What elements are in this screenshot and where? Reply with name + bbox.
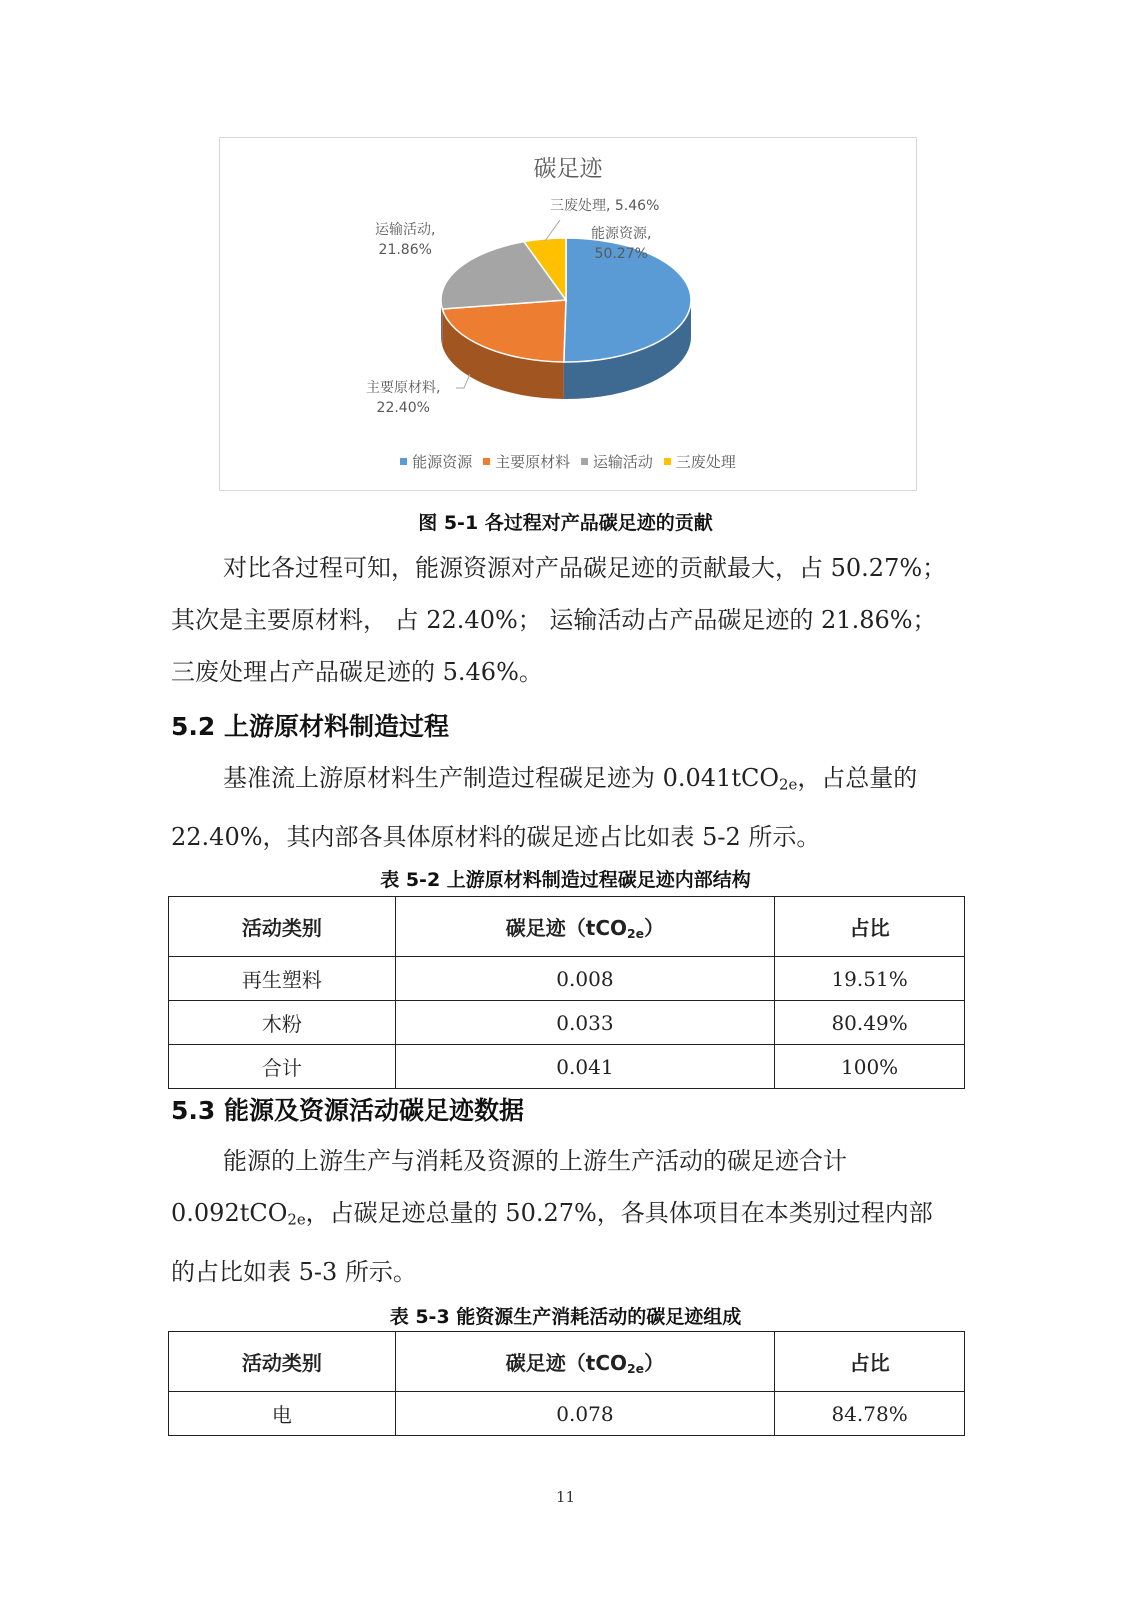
header-text: 碳足迹（tCO — [505, 915, 628, 940]
subscript: 2e — [627, 1361, 645, 1377]
cell-category: 木粉 — [169, 1001, 396, 1045]
page-number: 11 — [555, 1488, 576, 1506]
text-run: ，占碳足迹总量的 50.27%，各具体项目在本类别过程内部 — [305, 1199, 933, 1227]
legend-item-materials — [483, 451, 570, 472]
section-heading-5-2: 5.2 上游原材料制造过程 — [171, 712, 449, 741]
subscript: 2e — [779, 775, 798, 794]
data-label-materials-name: 主要原材料, — [366, 380, 441, 396]
header-category: 活动类别 — [169, 1332, 396, 1392]
header-share: 占比 — [775, 897, 965, 957]
data-label-transport-name: 运输活动, — [375, 222, 436, 238]
legend-label-waste: 三废处理 — [675, 453, 736, 471]
paragraph-line: 22.40%，其内部各具体原材料的碳足迹占比如表 5-2 所示。 — [171, 822, 821, 851]
cell-share: 84.78% — [775, 1392, 965, 1436]
table-header-row — [169, 1332, 965, 1392]
header-category: 活动类别 — [169, 897, 396, 957]
table-caption-5-2: 表 5-2 上游原材料制造过程碳足迹内部结构 — [380, 869, 751, 891]
text-run: 0.092tCO — [171, 1199, 288, 1227]
chart-title: 碳足迹 — [533, 156, 603, 182]
header-text: ） — [644, 915, 665, 940]
cell-share: 100% — [775, 1045, 965, 1089]
paragraph-line — [171, 1187, 971, 1246]
table-5-2 — [168, 896, 965, 1089]
cell-footprint: 0.041 — [395, 1045, 775, 1089]
data-label-waste: 三废处理, 5.46% — [550, 198, 660, 214]
pie-chart — [219, 137, 917, 491]
subscript: 2e — [287, 1210, 306, 1229]
text-run: ，占总量的 — [797, 764, 918, 792]
table-header-row — [169, 897, 965, 957]
legend-label-energy: 能源资源 — [412, 453, 473, 471]
chart-legend — [220, 451, 916, 472]
table-row — [169, 1392, 965, 1436]
data-label-energy-wrap — [591, 224, 651, 264]
subscript: 2e — [627, 926, 645, 942]
legend-swatch-energy — [400, 458, 407, 465]
data-label-materials-value: 22.40% — [376, 400, 430, 416]
header-footprint — [395, 897, 775, 957]
paragraph-line: 其次是主要原材料， 占 22.40%； 运输活动占产品碳足迹的 21.86%； — [171, 606, 937, 634]
legend-swatch-transport — [581, 458, 588, 465]
cell-footprint: 0.008 — [395, 957, 775, 1001]
paragraph-upstream — [171, 752, 971, 863]
text-run: 基准流上游原材料生产制造过程碳足迹为 0.041tCO — [223, 764, 780, 792]
data-label-energy-value: 50.27% — [594, 246, 648, 262]
pie-chart-svg — [220, 138, 916, 490]
cell-footprint: 0.033 — [395, 1001, 775, 1045]
section-heading-5-3: 5.3 能源及资源活动碳足迹数据 — [171, 1096, 524, 1125]
table-row — [169, 957, 965, 1001]
header-footprint — [395, 1332, 775, 1392]
paragraph-energy — [171, 1135, 971, 1298]
cell-share: 80.49% — [775, 1001, 965, 1045]
table-caption-5-3: 表 5-3 能资源生产消耗活动的碳足迹组成 — [389, 1306, 742, 1328]
cell-category: 电 — [169, 1392, 396, 1436]
cell-footprint: 0.078 — [395, 1392, 775, 1436]
paragraph-line: 对比各过程可知，能源资源对产品碳足迹的贡献最大，占 50.27%； — [223, 554, 947, 582]
cell-category: 合计 — [169, 1045, 396, 1089]
data-label-energy-name: 能源资源, — [591, 226, 652, 242]
legend-item-waste — [664, 451, 736, 472]
paragraph-line: 能源的上游生产与消耗及资源的上游生产活动的碳足迹合计 — [223, 1147, 847, 1175]
paragraph-line — [171, 752, 971, 811]
header-share: 占比 — [775, 1332, 965, 1392]
leader-line-materials — [456, 374, 470, 388]
table-row — [169, 1045, 965, 1089]
legend-item-transport — [581, 451, 653, 472]
header-text: 碳足迹（tCO — [505, 1350, 628, 1375]
data-label-transport-value: 21.86% — [378, 242, 432, 258]
legend-swatch-materials — [483, 458, 490, 465]
legend-item-energy — [400, 451, 472, 472]
table-5-3 — [168, 1331, 965, 1436]
paragraph-line: 三废处理占产品碳足迹的 5.46%。 — [171, 658, 543, 686]
legend-label-transport: 运输活动 — [592, 453, 653, 471]
paragraph-summary — [171, 542, 971, 698]
cell-category: 再生塑料 — [169, 957, 396, 1001]
legend-swatch-waste — [664, 458, 671, 465]
paragraph-line: 的占比如表 5-3 所示。 — [171, 1257, 417, 1286]
figure-caption: 图 5-1 各过程对产品碳足迹的贡献 — [418, 512, 713, 534]
legend-label-materials: 主要原材料 — [495, 453, 571, 471]
cell-share: 19.51% — [775, 957, 965, 1001]
data-label-transport-wrap — [375, 220, 435, 260]
data-label-materials-wrap — [366, 378, 440, 418]
table-row — [169, 1001, 965, 1045]
header-text: ） — [644, 1350, 665, 1375]
